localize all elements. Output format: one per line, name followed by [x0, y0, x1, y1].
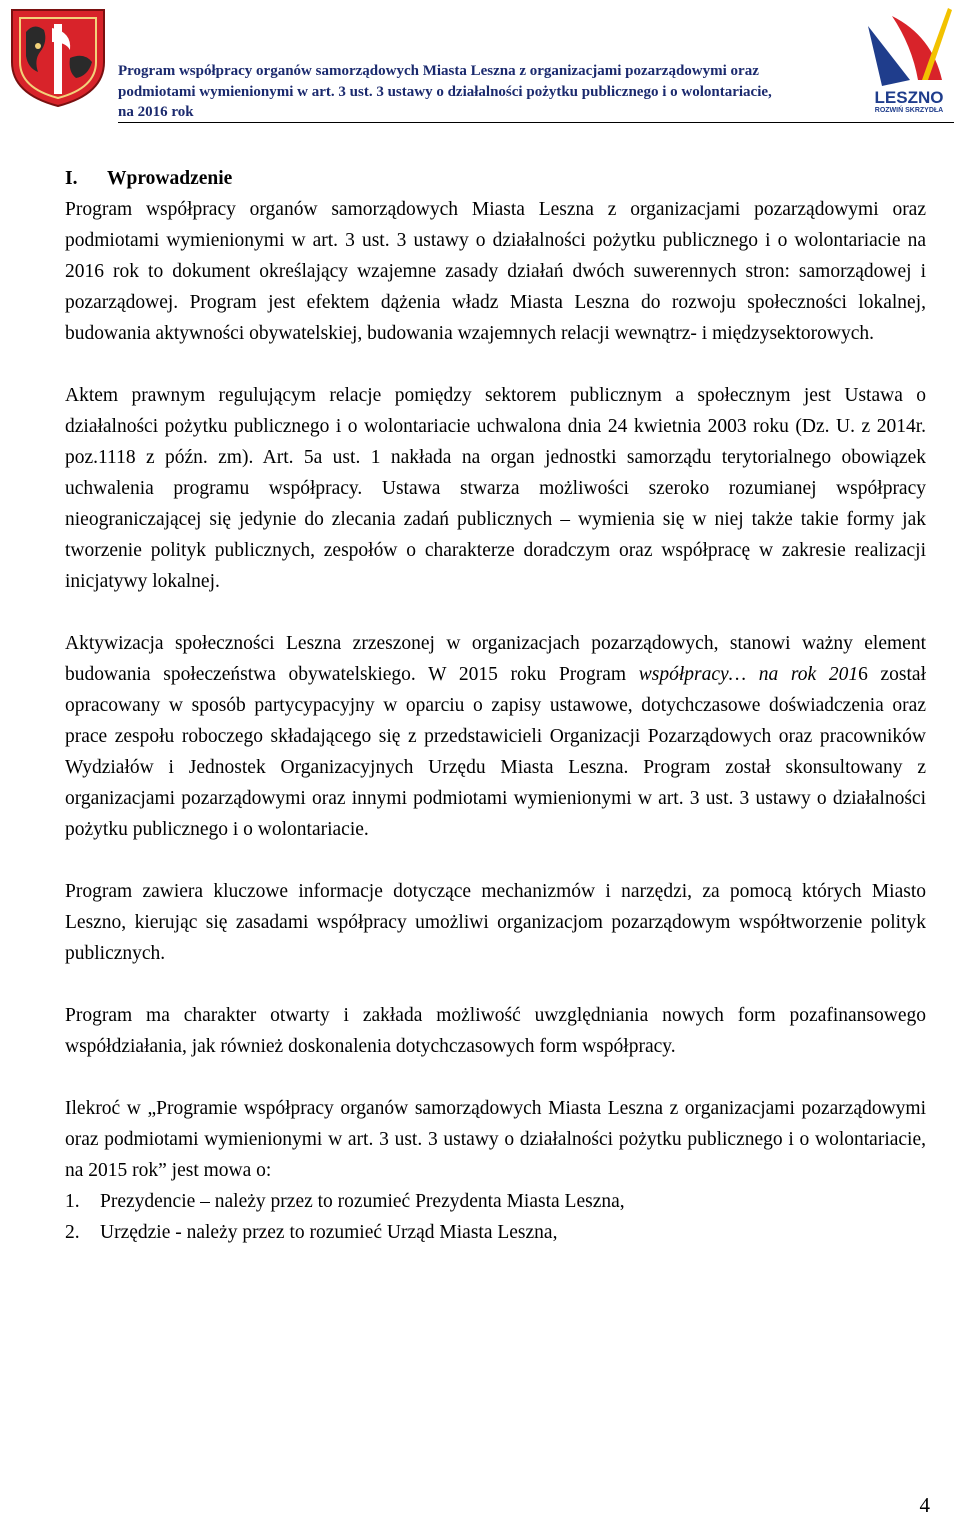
- list-item-number: 1.: [65, 1191, 80, 1212]
- list-item-text: Prezydencie – należy przez to rozumieć Prezydenta Miasta Leszna,: [100, 1191, 625, 1212]
- logo-tagline: ROZWIŃ SKRZYDŁA: [874, 107, 944, 114]
- page-header: [0, 0, 960, 126]
- page-number: 4: [919, 1493, 930, 1517]
- list-item-number: 2.: [65, 1222, 80, 1243]
- header-line: podmiotami wymienionymi w art. 3 ust. 3 ustawy o działalności pożytku publicznego i o wolontariacie,: [118, 83, 772, 100]
- header-line: na 2016 rok: [118, 104, 194, 120]
- definitions-list: [65, 1186, 926, 1248]
- text-run: Aktywizacja społeczności Leszna zrzeszonej w organizacjach pozarządowych, stanowi ważny element budowania społeczeństwa obywatelskiego. W 2015 roku Program: [65, 633, 926, 685]
- document-header-title: [118, 61, 858, 123]
- paragraph-open-character: Program ma charakter otwarty i zakłada możliwość uwzględniania nowych form pozafinansowego współdziałania, jak również doskonalenia dotychczasowych form współpracy.: [65, 1005, 926, 1057]
- section-number: I.: [65, 168, 78, 189]
- section-heading: [65, 163, 926, 194]
- paragraph-activation: [65, 628, 926, 845]
- paragraph-key-info: Program zawiera kluczowe informacje dotyczące mechanizmów i narzędzi, za pomocą których Miasto Leszno, kierując się zasadami współpracy umożliwi organizacjom pozarządowym współtworzenie polityk publicznych.: [65, 881, 926, 964]
- header-divider: [118, 122, 954, 123]
- paragraph-definitions: Ilekroć w „Programie współpracy organów samorządowych Miasta Leszna z organizacjami pozarządowymi oraz podmiotami wymienionymi w art. 3 ust. 3 ustawy o działalności pożytku publicznego i o wolontariacie, na 2015 rok” jest mowa o:: [65, 1098, 926, 1181]
- leszno-logo: [862, 6, 956, 114]
- list-item: [65, 1217, 926, 1248]
- paragraph-intro: Program współpracy organów samorządowych Miasta Leszna z organizacjami pozarządowymi oraz podmiotami wymienionymi w art. 3 ust. 3 ustawy o działalności pożytku publicznego i o wolontariacie na 2016 rok to dokument określający wzajemne zasady działań dwóch suwerennych stron: samorządowej i pozarządowej. Program jest efektem dążenia władz Miasta Leszna do rozwoju społeczności lokalnej, budowania aktywności obywatelskiej, budowania wzajemnych relacji wewnątrz- i międzysektorowych.: [65, 199, 926, 344]
- list-item-text: Urzędzie - należy przez to rozumieć Urząd Miasta Leszna,: [100, 1222, 558, 1243]
- text-run: 6 został opracowany w sposób partycypacyjny w oparciu o zapisy ustawowe, dotychczasowe doświadczenia oraz prace zespołu roboczego składającego się z przedstawicieli Organizacji Pozarządowych oraz pracowników Wydziałów i Jednostek Organizacyjnych Urzędu Miasta Leszna. Program został skonsultowany z organizacjami pozarządowymi oraz innymi podmiotami wymienionymi w art. 3 ust. 3 ustawy o działalności pożytku publicznego i o wolontariacie.: [65, 664, 927, 840]
- paragraph-legal-basis: Aktem prawnym regulującym relacje pomiędzy sektorem publicznym a społecznym jest Ustawa o działalności pożytku publicznego i o wolontariacie uchwalona dnia 24 kwietnia 2003 roku (Dz. U. z 2014r. poz.1118 z późn. zm). Art. 5a ust. 1 nakłada na organ jednostki samorządu terytorialnego obowiązek uchwalenia programu współpracy. Ustawa stwarza możliwości szeroko rozumianej współpracy nieograniczającej się jedynie do zlecania zadań publicznych – wymienia się w niej także takie formy jak tworzenie polityk publicznych, zespołów o charakterze doradczym oraz współpracę w zakresie realizacji inicjatywy lokalnej.: [65, 385, 926, 592]
- city-crest-logo: [8, 2, 108, 108]
- list-item: [65, 1186, 926, 1217]
- header-line: Program współpracy organów samorządowych Miasta Leszna z organizacjami pozarządowymi oraz: [118, 63, 759, 79]
- logo-text: LESZNO: [874, 88, 944, 107]
- document-body: [65, 163, 926, 1248]
- section-title: Wprowadzenie: [107, 168, 233, 189]
- italic-title: współpracy… na rok 201: [638, 664, 859, 685]
